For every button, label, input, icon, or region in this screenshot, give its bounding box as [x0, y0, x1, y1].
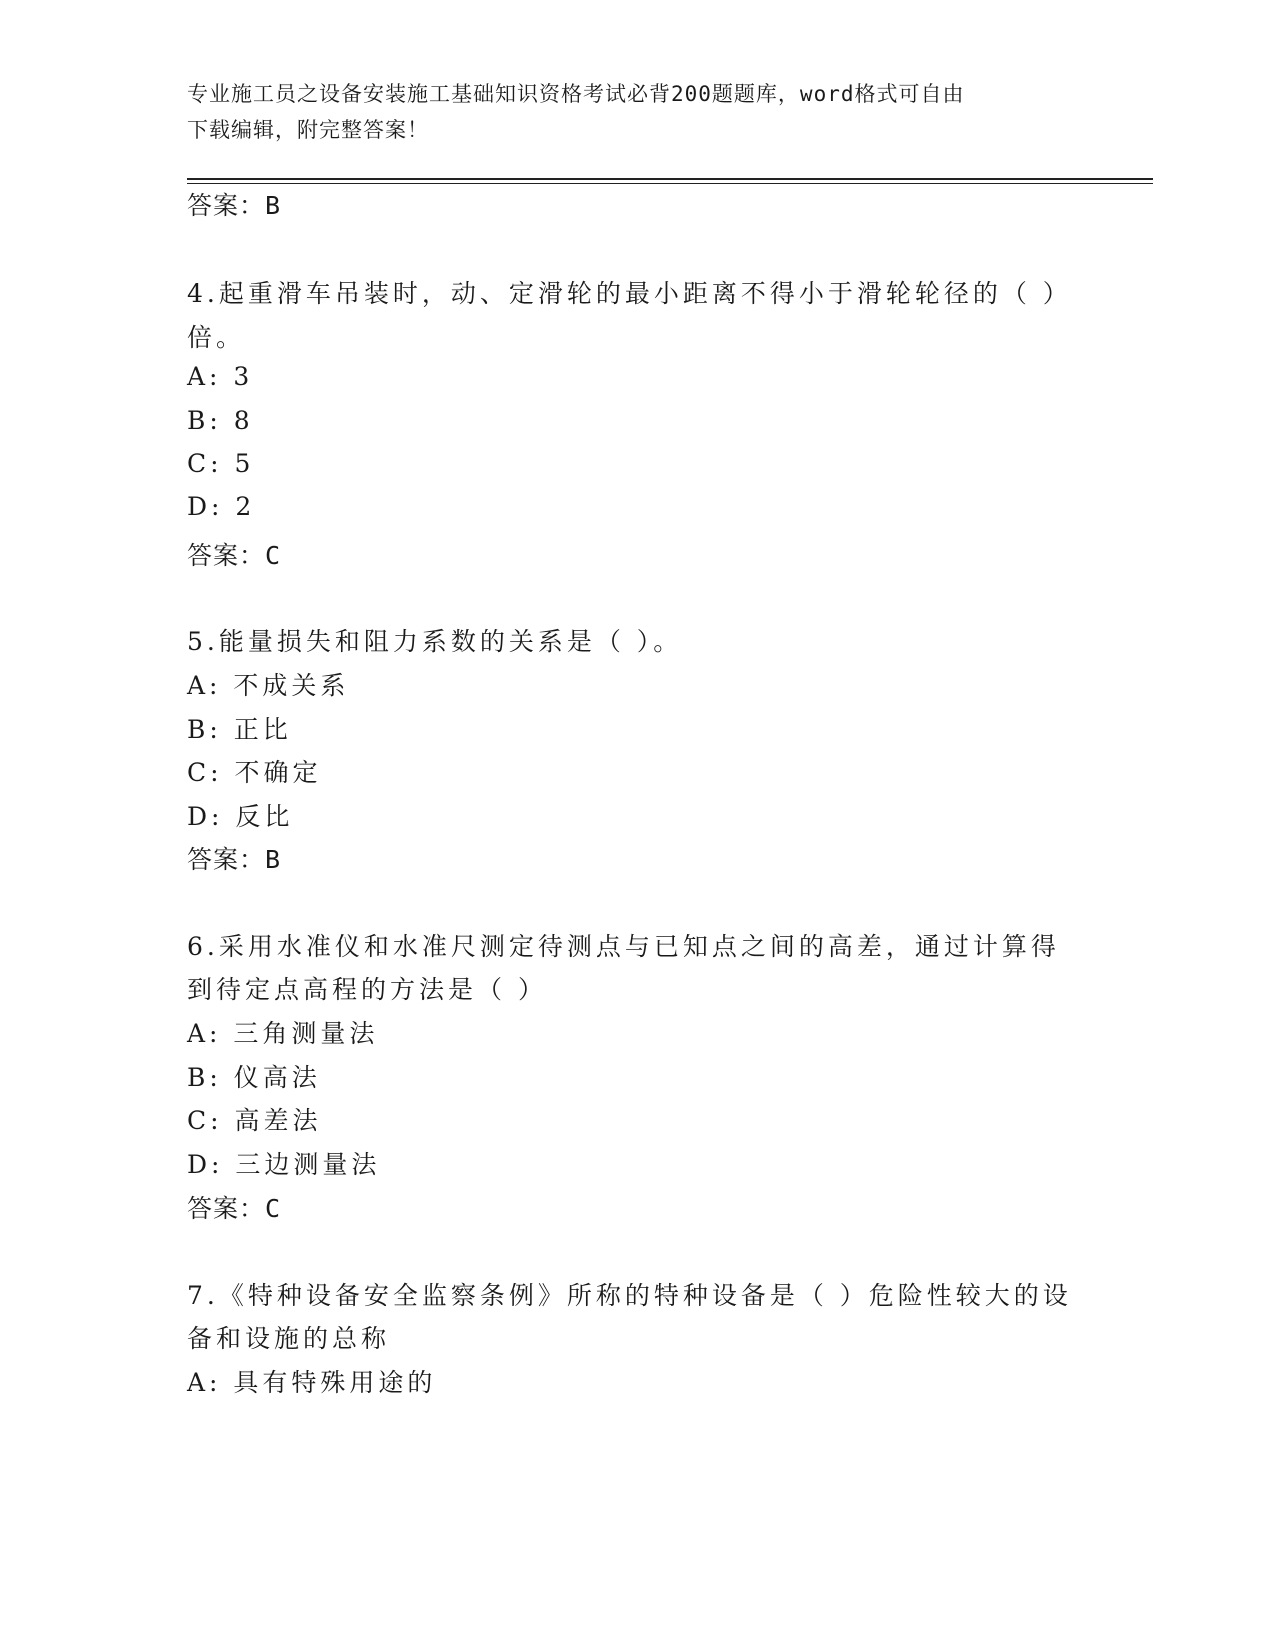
question-7-stem-line-1: 7.《特种设备安全监察条例》所称的特种设备是（ ）危险性较大的设: [187, 1281, 1072, 1310]
question-7-stem-line-2: 备和设施的总称: [187, 1324, 391, 1353]
question-6-option-a: A: 三角测量法: [187, 1019, 379, 1048]
question-6-option-b: B: 仪高法: [187, 1063, 321, 1092]
answer-label: 答案：B: [187, 191, 282, 220]
question-6-answer: 答案：C: [187, 1194, 282, 1223]
header-divider-thick: [187, 178, 1153, 180]
question-5-option-b: B: 正比: [187, 715, 292, 744]
question-7-option-a: A: 具有特殊用途的: [187, 1368, 437, 1397]
question-5-option-a: A: 不成关系: [187, 671, 350, 700]
question-4-option-c: C: 5: [187, 449, 255, 478]
header-line-1: 专业施工员之设备安装施工基础知识资格考试必背200题题库，word格式可自由: [187, 82, 965, 106]
question-4-answer: 答案：C: [187, 541, 282, 570]
question-5-stem-line-1: 5.能量损失和阻力系数的关系是（ ）。: [187, 627, 683, 656]
question-4-option-d: D: 2: [187, 492, 256, 521]
question-4-stem-line-2: 倍。: [187, 323, 246, 352]
question-4-stem-line-1: 4.起重滑车吊装时，动、定滑轮的最小距离不得小于滑轮轮径的（ ）: [187, 279, 1072, 308]
question-4-option-b: B: 8: [187, 406, 254, 435]
question-6-option-c: C: 高差法: [187, 1106, 322, 1135]
document-header: [187, 76, 1087, 148]
question-5-option-d: D: 反比: [187, 802, 294, 831]
question-6-option-d: D: 三边测量法: [187, 1150, 381, 1179]
question-6-stem-line-1: 6.采用水准仪和水准尺测定待测点与已知点之间的高差，通过计算得: [187, 932, 1060, 961]
question-4-option-a: A: 3: [187, 362, 254, 391]
header-line-2: 下载编辑，附完整答案！: [187, 118, 429, 142]
header-divider-thin: [187, 183, 1153, 184]
question-5-answer: 答案：B: [187, 845, 282, 874]
question-5-option-c: C: 不确定: [187, 758, 322, 787]
question-6-stem-line-2: 到待定点高程的方法是（ ）: [187, 975, 547, 1004]
